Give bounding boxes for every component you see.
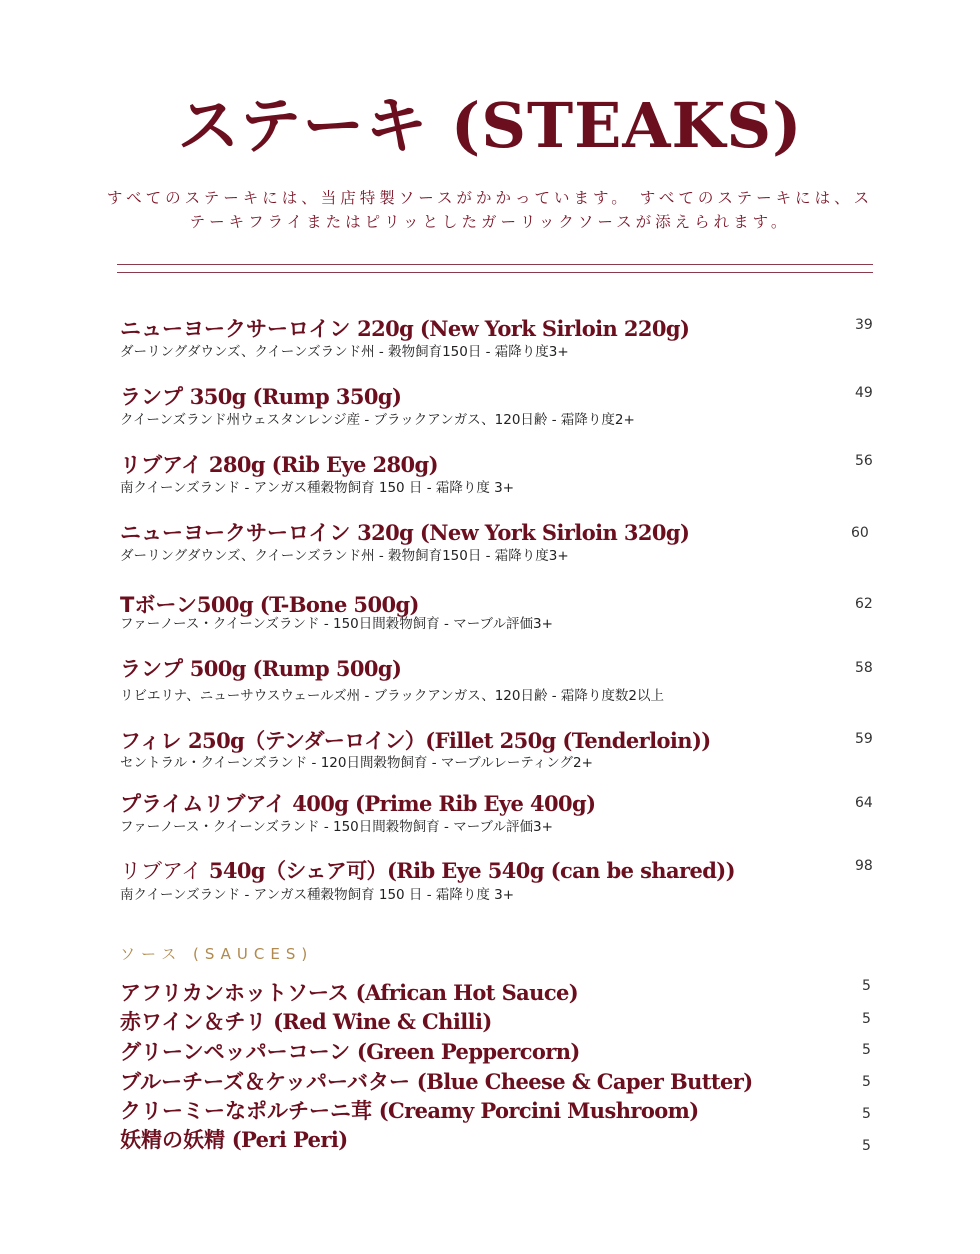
divider-top bbox=[117, 264, 873, 265]
menu-item-price: 64 bbox=[855, 795, 873, 811]
menu-item-fillet-250 bbox=[120, 727, 880, 773]
menu-item-name-jp: ランプ bbox=[120, 657, 183, 681]
menu-item-price: 60 bbox=[851, 525, 869, 541]
sauce-name-en: (Creamy Porcini Mushroom) bbox=[378, 1098, 699, 1123]
menu-item-prime-rib-eye-400 bbox=[120, 790, 880, 837]
menu-item-t-bone-500 bbox=[120, 591, 880, 634]
menu-item-price: 56 bbox=[855, 453, 873, 469]
sauce-name-en: (Green Peppercorn) bbox=[356, 1039, 580, 1064]
menu-item-description: ファーノース・クイーンズランド - 150日間穀物飼育 - マーブル評価3+ bbox=[120, 819, 553, 835]
sauce-name-en: (African Hot Sauce) bbox=[355, 980, 579, 1005]
divider-bottom bbox=[117, 272, 873, 273]
menu-item-price: 59 bbox=[855, 731, 873, 747]
sauce-price: 5 bbox=[862, 1106, 871, 1122]
menu-item-name bbox=[120, 519, 880, 547]
menu-item-ny-sirloin-220 bbox=[120, 315, 880, 362]
sauce-item bbox=[120, 1126, 348, 1154]
sauce-item bbox=[120, 1008, 492, 1036]
menu-item-name-en: 280g (Rib Eye 280g) bbox=[208, 452, 438, 477]
menu-item-description: ダーリングダウンズ、クイーンズランド州 - 穀物飼育150日 - 霜降り度3+ bbox=[120, 548, 569, 564]
sauce-name-en: (Peri Peri) bbox=[231, 1127, 348, 1152]
sauce-name-jp: アフリカンホットソース bbox=[120, 981, 349, 1005]
sauce-item bbox=[120, 1038, 580, 1066]
menu-item-name-jp: プライムリブアイ bbox=[120, 792, 286, 816]
menu-item-price: 62 bbox=[855, 596, 873, 612]
menu-item-name-en: 250g（テンダーロイン）(Fillet 250g (Tenderloin)) bbox=[188, 728, 711, 753]
menu-item-name bbox=[120, 655, 880, 683]
sauce-price: 5 bbox=[862, 1042, 871, 1058]
menu-item-name-en: 540g（シェア可）(Rib Eye 540g (can be shared)) bbox=[208, 858, 735, 883]
sauce-price: 5 bbox=[862, 1011, 871, 1027]
sauce-item bbox=[120, 1068, 753, 1096]
menu-item-name bbox=[120, 857, 880, 885]
menu-item-name-jp: リブアイ bbox=[120, 453, 203, 477]
menu-item-name bbox=[120, 315, 880, 343]
menu-item-name-jp: ニューヨークサーロイン bbox=[120, 521, 351, 545]
menu-item-name-jp: リブアイ bbox=[120, 859, 203, 883]
sauce-name-en: (Red Wine & Chilli) bbox=[273, 1009, 492, 1034]
sauce-name-jp: 赤ワイン＆チリ bbox=[120, 1010, 267, 1034]
menu-item-description: ファーノース・クイーンズランド - 150日間穀物飼育 - マーブル評価3+ bbox=[120, 616, 553, 632]
sauce-name-en: (Blue Cheese & Caper Butter) bbox=[416, 1069, 753, 1094]
sauce-item bbox=[120, 1097, 699, 1125]
menu-item-price: 98 bbox=[855, 858, 873, 874]
menu-item-description: リビエリナ、ニューサウスウェールズ州 - ブラックアンガス、120日齢 - 霜降り度数2以上 bbox=[120, 688, 665, 704]
menu-item-rump-500 bbox=[120, 655, 880, 706]
menu-item-rump-350 bbox=[120, 383, 880, 430]
menu-item-name-jp: Tボーン bbox=[120, 593, 197, 617]
menu-item-price: 49 bbox=[855, 385, 873, 401]
menu-item-description: 南クイーンズランド - アンガス種穀物飼育 150 日 - 霜降り度 3+ bbox=[120, 480, 515, 496]
menu-item-description: 南クイーンズランド - アンガス種穀物飼育 150 日 - 霜降り度 3+ bbox=[120, 887, 515, 903]
sauce-price: 5 bbox=[862, 978, 871, 994]
sauce-price: 5 bbox=[862, 1138, 871, 1154]
menu-item-name-en: 220g (New York Sirloin 220g) bbox=[357, 316, 690, 341]
menu-item-description: ダーリングダウンズ、クイーンズランド州 - 穀物飼育150日 - 霜降り度3+ bbox=[120, 344, 569, 360]
menu-item-name-en: 500g (T-Bone 500g) bbox=[196, 592, 419, 617]
menu-item-name-jp: フィレ bbox=[120, 729, 182, 753]
menu-item-name bbox=[120, 451, 880, 479]
menu-item-rib-eye-540 bbox=[120, 857, 880, 905]
menu-item-name-en: 350g (Rump 350g) bbox=[189, 384, 402, 409]
sauce-name-jp: ブルーチーズ＆ケッパーバター bbox=[120, 1070, 411, 1094]
menu-item-description: セントラル・クイーンズランド - 120日間穀物飼育 - マーブルレーティング2+ bbox=[120, 755, 593, 771]
menu-item-name-en: 400g (Prime Rib Eye 400g) bbox=[292, 791, 596, 816]
menu-intro-text: すべてのステーキには、当店特製ソースがかかっています。 すべてのステーキには、ステーキフライまたはピリッとしたガーリックソースが添えられます。 bbox=[106, 189, 874, 231]
menu-item-rib-eye-280 bbox=[120, 451, 880, 498]
menu-item-price: 58 bbox=[855, 660, 873, 676]
sauces-section-heading: ソース (SAUCES) bbox=[120, 945, 314, 963]
sauce-item bbox=[120, 979, 578, 1007]
menu-item-name-en: 500g (Rump 500g) bbox=[189, 656, 402, 681]
menu-item-name-jp: ランプ bbox=[120, 385, 183, 409]
sauce-price: 5 bbox=[862, 1074, 871, 1090]
sauce-name-jp: グリーンペッパーコーン bbox=[120, 1040, 351, 1064]
menu-item-name bbox=[120, 790, 880, 818]
page-title: ステーキ (STEAKS) bbox=[177, 89, 803, 162]
menu-item-name-en: 320g (New York Sirloin 320g) bbox=[357, 520, 690, 545]
menu-item-description: クイーンズランド州ウェスタンレンジ産 - ブラックアンガス、120日齢 - 霜降り度2+ bbox=[120, 412, 635, 428]
sauce-name-jp: 妖精の妖精 bbox=[120, 1128, 225, 1152]
menu-item-name bbox=[120, 727, 880, 755]
menu-item-name-jp: ニューヨークサーロイン bbox=[120, 317, 351, 341]
sauce-name-jp: クリーミーなポルチーニ茸 bbox=[120, 1099, 372, 1123]
menu-item-name bbox=[120, 383, 880, 411]
menu-item-price: 39 bbox=[855, 317, 873, 333]
menu-item-ny-sirloin-320 bbox=[120, 519, 880, 566]
